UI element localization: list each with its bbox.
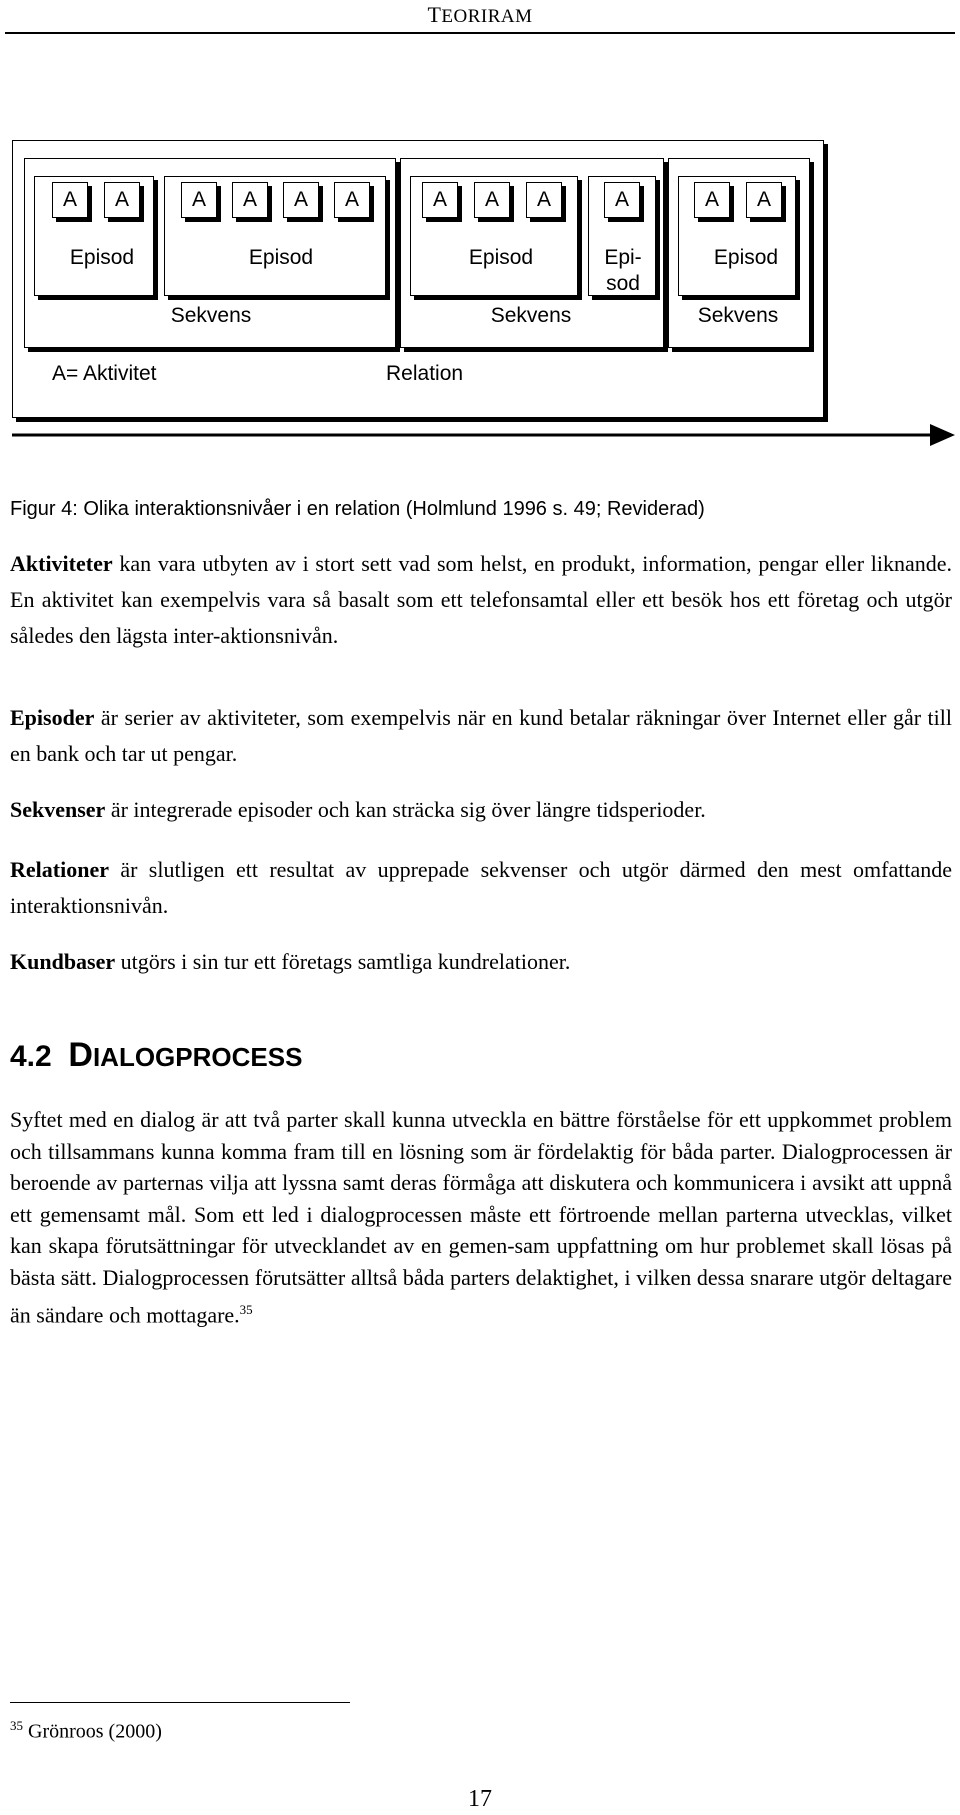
episode-label-top: Epi- [604,246,642,269]
footnote-number: 35 [10,1718,23,1733]
header-rest: EORIRAM [441,6,533,27]
activity-label: A [344,188,359,211]
paragraph-text: kan vara utbyten av i stort sett vad som helst, en produkt, information, pengar eller liknande. En aktivitet kan exempelvis vara så basalt som ett telefonsamtal eller ett besök hos ett företag och utgör således den lägsta inter-aktionsnivån. [10,551,952,648]
activity-label: A [114,188,129,211]
activity-box [334,182,370,218]
activity-box [694,182,730,218]
running-header [0,2,960,28]
episode-label: Episod [248,246,314,269]
activity-box [604,182,640,218]
paragraph-text: är serier av aktiviteter, som exempelvis när en kund betalar räkningar över Internet eller går till en bank och tar ut pengar. [10,705,952,766]
term-kundbaser: Kundbaser [10,949,116,974]
activity-box [104,182,140,218]
paragraph-aktiviteter [10,546,952,654]
section-title-rest: IALOGPROCESS [92,1042,303,1072]
section-number: 4.2 [10,1040,52,1073]
episode-label: Episod [713,246,779,269]
relation-label: Relation [386,362,464,385]
term-episoder: Episoder [10,705,95,730]
header-initial: T [427,2,442,27]
activity-box [52,182,88,218]
section-body-text: Syftet med en dialog är att två parter skall kunna utveckla en bättre förståelse för ett uppkommet problem och tillsammans kunna komma fram till en lösning som är fördelaktig för båda parter. Dialogprocessen är beroende av parternas vilja att lyssna samt deras förmåga att diskutera och kommunicera i avsikt att uppnå ett gemensamt mål. Som ett led i dialogprocessen måste ett förtroende mellan parterna utvecklas, vilket kan skapa förutsättningar för utvecklandet av en gemen-sam uppfattning om hur problemet skall lösas på bästa sätt. Dialogprocessen förutsätter alltså båda parters delaktighet, i vilken dessa snarare utgör deltagare än sändare och mottagare. [10,1107,952,1327]
section-heading [10,1036,302,1075]
activity-box [526,182,562,218]
activity-box [181,182,217,218]
activity-label: A [704,188,719,211]
sequence-label: Sekvens [170,304,252,327]
activity-label: A [484,188,499,211]
episode-label-bottom: sod [606,272,640,295]
activity-box [232,182,268,218]
episode-label: Episod [69,246,135,269]
footnote-reference: 35 [239,1301,253,1317]
activity-box [746,182,782,218]
activity-label: A [536,188,551,211]
paragraph-text: utgörs i sin tur ett företags samtliga kundrelationer. [115,949,571,974]
activity-label: A [756,188,771,211]
activity-label: A [242,188,257,211]
paragraph-sekvenser [10,792,952,828]
activity-label: A [432,188,447,211]
paragraph-episoder [10,700,952,772]
paragraph-relationer [10,852,952,924]
sequence-label: Sekvens [697,304,779,327]
term-relationer: Relationer [10,857,109,882]
activity-box [474,182,510,218]
paragraph-text: är slutligen ett resultat av upprepade sekvenser och utgör därmed den mest omfattande interaktionsnivån. [10,857,952,918]
page-number: 17 [468,1786,492,1812]
activity-label: A [62,188,77,211]
time-arrow [0,420,960,450]
activity-label: A [191,188,206,211]
paragraph-kundbaser [10,944,952,980]
activity-label: A [614,188,629,211]
section-body [10,1104,952,1330]
section-title-initial: D [68,1036,93,1074]
legend-activity: A= Aktivitet [52,362,157,385]
figure-caption: Figur 4: Olika interaktionsnivåer i en relation (Holmlund 1996 s. 49; Reviderad) [10,498,705,520]
activity-label: A [293,188,308,211]
term-aktiviteter: Aktiviteter [10,551,113,576]
activity-box [422,182,458,218]
sequence-label: Sekvens [490,304,572,327]
paragraph-text: är integrerade episoder och kan sträcka sig över längre tidsperioder. [105,797,706,822]
header-rule [5,32,955,34]
episode-label: Episod [468,246,534,269]
footnote-rule [10,1702,350,1703]
term-sekvenser: Sekvenser [10,797,106,822]
activity-box [283,182,319,218]
footnote [10,1718,162,1744]
footnote-text: Grönroos (2000) [28,1720,162,1743]
